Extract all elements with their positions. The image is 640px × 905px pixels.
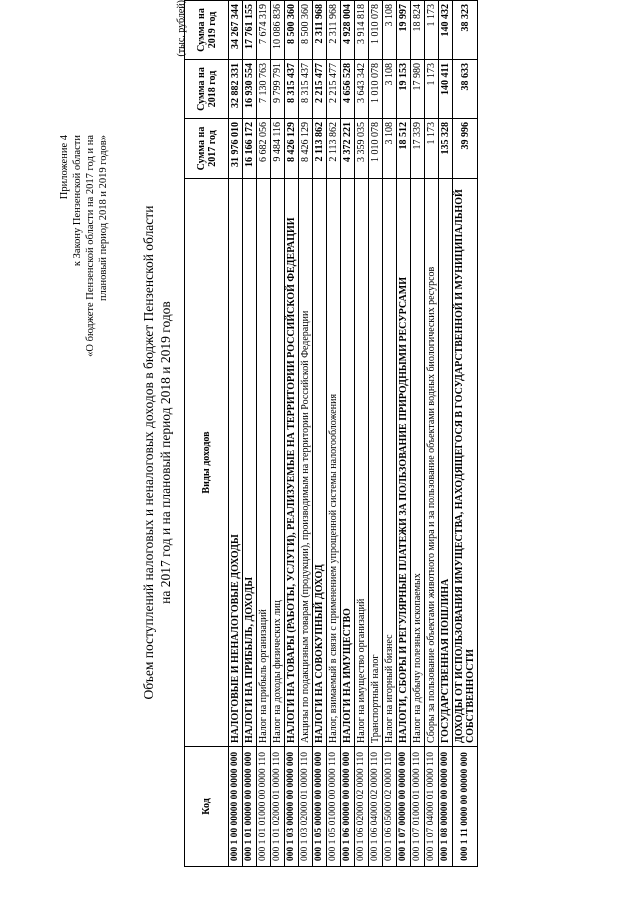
cell-2018: 19 153 xyxy=(397,60,411,119)
title-line: Объем поступлений налоговых и неналоговых доходов в бюджет Пензенской области xyxy=(141,205,156,700)
cell-2017: 16 166 172 xyxy=(243,119,257,179)
table-row xyxy=(285,1,299,867)
table-row xyxy=(271,1,285,867)
cell-2017: 1 010 078 xyxy=(369,119,383,179)
cell-2018: 8 315 437 xyxy=(299,60,313,119)
appendix-line: «О бюджете Пензенской области на 2017 год и на xyxy=(85,135,96,357)
cell-name: НАЛОГИ НА ИМУЩЕСТВО xyxy=(341,179,355,747)
table-body xyxy=(229,1,478,867)
cell-2019: 3 914 818 xyxy=(355,1,369,60)
units-label: (тыс. рублей) xyxy=(176,0,187,57)
appendix-line: к Закону Пензенской области xyxy=(72,135,83,267)
table-row xyxy=(439,1,453,867)
cell-2019: 2 311 968 xyxy=(313,1,327,60)
cell-2017: 1 173 xyxy=(425,119,439,179)
cell-name: НАЛОГИ, СБОРЫ И РЕГУЛЯРНЫЕ ПЛАТЕЖИ ЗА ПОЛЬЗОВАНИЕ ПРИРОДНЫМИ РЕСУРСАМИ xyxy=(397,179,411,747)
cell-2017: 4 372 221 xyxy=(341,119,355,179)
cell-2017: 2 113 862 xyxy=(313,119,327,179)
cell-2017: 8 426 129 xyxy=(285,119,299,179)
cell-code: 000 1 03 00000 00 0000 000 xyxy=(285,747,299,867)
cell-2017: 39 996 xyxy=(453,119,478,179)
cell-2019: 8 500 360 xyxy=(285,1,299,60)
cell-2019: 10 086 836 xyxy=(271,1,285,60)
table-row xyxy=(425,1,439,867)
cell-2018: 4 656 528 xyxy=(341,60,355,119)
cell-2019: 1 010 078 xyxy=(369,1,383,60)
cell-2018: 9 799 791 xyxy=(271,60,285,119)
table-row xyxy=(397,1,411,867)
cell-2019: 2 311 968 xyxy=(327,1,341,60)
cell-code: 000 1 03 02000 01 0000 110 xyxy=(299,747,313,867)
cell-code: 000 1 06 02000 02 0000 110 xyxy=(355,747,369,867)
cell-2018: 2 215 477 xyxy=(313,60,327,119)
cell-2019: 34 267 344 xyxy=(229,1,243,60)
cell-2019: 8 500 360 xyxy=(299,1,313,60)
cell-code: 000 1 07 00000 00 0000 000 xyxy=(397,747,411,867)
cell-2017: 9 484 116 xyxy=(271,119,285,179)
cell-2019: 7 674 319 xyxy=(257,1,271,60)
cell-code: 000 1 00 00000 00 0000 000 xyxy=(229,747,243,867)
cell-code: 000 1 06 00000 00 0000 000 xyxy=(341,747,355,867)
appendix-line: плановый период 2018 и 2019 годов» xyxy=(98,135,109,301)
cell-2018: 17 980 xyxy=(411,60,425,119)
cell-2017: 2 113 862 xyxy=(327,119,341,179)
cell-name: Налог на доходы физических лиц xyxy=(271,179,285,747)
cell-2019: 19 997 xyxy=(397,1,411,60)
cell-2017: 8 426 129 xyxy=(299,119,313,179)
cell-2019: 140 432 xyxy=(439,1,453,60)
cell-name: НАЛОГОВЫЕ И НЕНАЛОГОВЫЕ ДОХОДЫ xyxy=(229,179,243,747)
cell-code: 000 1 01 02000 01 0000 110 xyxy=(271,747,285,867)
cell-code: 000 1 05 00000 00 0000 000 xyxy=(313,747,327,867)
cell-name: ГОСУДАРСТВЕННАЯ ПОШЛИНА xyxy=(439,179,453,747)
cell-name: ДОХОДЫ ОТ ИСПОЛЬЗОВАНИЯ ИМУЩЕСТВА, НАХОДЯЩЕГОСЯ В ГОСУДАРСТВЕННОЙ И МУНИЦИПАЛЬНОЙ СОБСТВЕННОСТИ xyxy=(453,179,478,747)
table-row xyxy=(243,1,257,867)
cell-code: 000 1 07 01000 01 0000 110 xyxy=(411,747,425,867)
cell-2018: 3 643 342 xyxy=(355,60,369,119)
cell-2017: 3 108 xyxy=(383,119,397,179)
cell-name: НАЛОГИ НА СОВОКУПНЫЙ ДОХОД xyxy=(313,179,327,747)
table-row xyxy=(411,1,425,867)
cell-name: Транспортный налог xyxy=(369,179,383,747)
appendix-block xyxy=(58,135,110,905)
header-2017: Сумма на 2017 год xyxy=(185,119,229,179)
cell-code: 000 1 06 04000 02 0000 110 xyxy=(369,747,383,867)
cell-2018: 1 010 078 xyxy=(369,60,383,119)
table-header-row xyxy=(185,1,229,867)
table-row xyxy=(229,1,243,867)
cell-2019: 38 323 xyxy=(453,1,478,60)
revenue-table xyxy=(184,0,478,867)
cell-2018: 140 411 xyxy=(439,60,453,119)
cell-2019: 18 824 xyxy=(411,1,425,60)
cell-2017: 31 976 010 xyxy=(229,119,243,179)
appendix-line: Приложение 4 xyxy=(59,135,70,200)
cell-code: 000 1 07 04000 01 0000 110 xyxy=(425,747,439,867)
cell-code: 000 1 11 0000 00 00000 000 xyxy=(453,747,478,867)
cell-name: Налог, взимаемый в связи с применением упрощенной системы налогообложения xyxy=(327,179,341,747)
table-row xyxy=(299,1,313,867)
cell-name: НАЛОГИ НА ТОВАРЫ (РАБОТЫ, УСЛУГИ), РЕАЛИЗУЕМЫЕ НА ТЕРРИТОРИИ РОССИЙСКОЙ ФЕДЕРАЦИИ xyxy=(285,179,299,747)
table-row xyxy=(341,1,355,867)
cell-2018: 1 173 xyxy=(425,60,439,119)
table-row xyxy=(257,1,271,867)
table-row xyxy=(313,1,327,867)
cell-2017: 18 512 xyxy=(397,119,411,179)
cell-2017: 17 339 xyxy=(411,119,425,179)
cell-2019: 17 761 155 xyxy=(243,1,257,60)
table-row xyxy=(383,1,397,867)
cell-2017: 135 328 xyxy=(439,119,453,179)
cell-2018: 3 108 xyxy=(383,60,397,119)
cell-code: 000 1 05 01000 00 0000 110 xyxy=(327,747,341,867)
cell-name: Акцизы по подакцизным товарам (продукции), производимым на территории Российской Федерации xyxy=(299,179,313,747)
table-row xyxy=(327,1,341,867)
cell-2017: 6 682 056 xyxy=(257,119,271,179)
cell-name: Налог на игорный бизнес xyxy=(383,179,397,747)
table-row xyxy=(453,1,478,867)
document-title xyxy=(140,0,174,905)
cell-2018: 2 215 477 xyxy=(327,60,341,119)
cell-2018: 7 130 763 xyxy=(257,60,271,119)
cell-code: 000 1 08 00000 00 0000 000 xyxy=(439,747,453,867)
header-2019: Сумма на 2019 год xyxy=(185,1,229,60)
cell-name: Сборы за пользование объектами животного мира и за пользование объектами водных биологических ресурсов xyxy=(425,179,439,747)
cell-2018: 8 315 437 xyxy=(285,60,299,119)
cell-code: 000 1 01 00000 00 0000 000 xyxy=(243,747,257,867)
cell-name: НАЛОГИ НА ПРИБЫЛЬ, ДОХОДЫ xyxy=(243,179,257,747)
header-name: Виды доходов xyxy=(185,179,229,747)
cell-2018: 38 633 xyxy=(453,60,478,119)
title-line: на 2017 год и на плановый период 2018 и 2019 годов xyxy=(158,301,173,604)
cell-name: Налог на добычу полезных ископаемых xyxy=(411,179,425,747)
cell-2019: 1 173 xyxy=(425,1,439,60)
cell-2019: 4 928 004 xyxy=(341,1,355,60)
header-2018: Сумма на 2018 год xyxy=(185,60,229,119)
cell-2018: 32 882 331 xyxy=(229,60,243,119)
table-row xyxy=(355,1,369,867)
header-code: Код xyxy=(185,747,229,867)
cell-name: Налог на прибыль организаций xyxy=(257,179,271,747)
cell-2017: 3 359 035 xyxy=(355,119,369,179)
cell-2018: 16 930 554 xyxy=(243,60,257,119)
cell-2019: 3 108 xyxy=(383,1,397,60)
cell-name: Налог на имущество организаций xyxy=(355,179,369,747)
cell-code: 000 1 01 01000 00 0000 110 xyxy=(257,747,271,867)
cell-code: 000 1 06 05000 02 0000 110 xyxy=(383,747,397,867)
table-row xyxy=(369,1,383,867)
